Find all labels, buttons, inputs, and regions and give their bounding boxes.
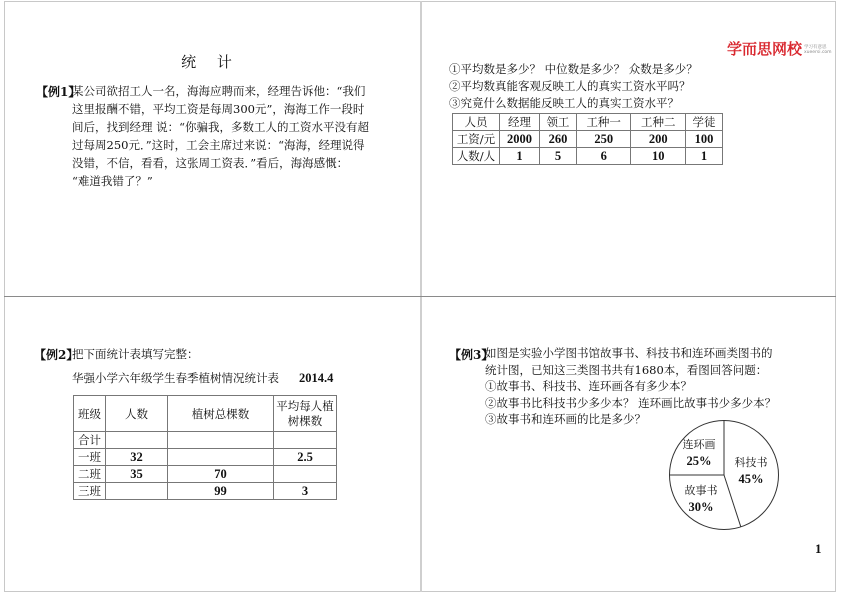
tree-planting-table [73, 395, 337, 500]
table-cell[interactable] [106, 483, 168, 500]
pie-label-percent [726, 471, 776, 487]
table-cell: 35 [106, 466, 168, 483]
example-3-label: 【例3】 [449, 348, 494, 362]
pie-label-percent [675, 453, 723, 469]
table-cell: 工资/元 [453, 131, 500, 148]
brand-logo [727, 38, 832, 59]
logo-text: 学而思网校 [727, 40, 803, 58]
text-line: 某公司欲招工人一名，海海应聘而来，经理告诉他：“我们 [72, 84, 366, 98]
table-row [453, 131, 723, 148]
table-header-cell: 人数 [106, 396, 168, 432]
header-line: 树棵数 [287, 413, 323, 428]
pie-label-name: 故事书 [684, 484, 718, 497]
text-line: 这里报酬不错，平均工资是每周300元”，海海工作一段时 [72, 102, 365, 116]
table-cell: 3 [274, 483, 337, 500]
table-cell: 200 [631, 131, 686, 148]
table-cell: 250 [576, 131, 631, 148]
table-header-cell [274, 396, 337, 432]
table-header-cell: 植树总棵数 [168, 396, 274, 432]
table-cell: 三班 [74, 483, 106, 500]
slide-divider-horizontal [4, 296, 836, 297]
table-caption: 华强小学六年级学生春季植树情况统计表 [72, 371, 279, 385]
pie-unit: % [699, 454, 712, 468]
table-cell[interactable] [168, 432, 274, 449]
logo-slogan: 学习有意思 [804, 44, 827, 50]
table-header-cell: 学徒 [686, 114, 723, 131]
pie-label-story [676, 483, 726, 515]
table-cell: 6 [576, 148, 631, 165]
table-cell: 人数/人 [453, 148, 500, 165]
table-cell: 一班 [74, 449, 106, 466]
table-date: 2014.4 [299, 371, 334, 385]
table-cell[interactable] [106, 432, 168, 449]
table-cell: 100 [686, 131, 723, 148]
text-line: ②故事书比科技书少多少本？ 连环画比故事书少多少本？ [485, 395, 777, 410]
logo-subtext [804, 45, 832, 55]
pie-value: 25 [686, 454, 699, 468]
pie-chart [668, 419, 780, 531]
page-title: 统 计 [181, 53, 240, 71]
example-1-label: 【例1】 [36, 85, 81, 99]
table-row [74, 432, 337, 449]
example-2-label: 【例2】 [34, 348, 79, 362]
table-cell: 10 [631, 148, 686, 165]
table-cell: 1 [686, 148, 723, 165]
example-1-text [72, 82, 369, 190]
example-3-text [485, 345, 776, 428]
table-header-cell: 班级 [74, 396, 106, 432]
question-item: ①平均数是多少？ 中位数是多少？ 众数是多少？ [449, 62, 698, 76]
question-item: ③究竟什么数据能反映工人的真实工资水平？ [449, 96, 679, 110]
text-line: “难道我错了？” [72, 174, 153, 188]
pie-label-name: 连环画 [682, 438, 716, 451]
table-cell: 5 [539, 148, 576, 165]
text-line: ①故事书、科技书、连环画各有多少本？ [485, 379, 692, 393]
pie-unit: % [751, 472, 764, 486]
table-cell[interactable] [168, 449, 274, 466]
logo-url: xueersi.com [804, 49, 832, 55]
page-number: 1 [815, 541, 822, 556]
text-line: ③故事书和连环画的比是多少？ [485, 412, 646, 426]
table-cell[interactable] [274, 466, 337, 483]
questions-list [449, 61, 698, 112]
table-header-row [453, 114, 723, 131]
pie-label-comic [675, 437, 723, 469]
pie-value: 45 [738, 472, 751, 486]
table-row [453, 148, 723, 165]
table-cell: 1 [500, 148, 540, 165]
text-line: 没错，不信，看看，这张周工资表．”看后，海海感慨： [72, 156, 349, 170]
pie-label-percent [676, 499, 726, 515]
wage-table [452, 113, 723, 165]
text-line: 间后，找到经理 说：“你骗我，多数工人的工资水平没有超 [72, 120, 370, 134]
table-cell: 合计 [74, 432, 106, 449]
table-cell: 99 [168, 483, 274, 500]
table-header-cell: 工种二 [631, 114, 686, 131]
text-line: 过每周250元．”这时，工会主席过来说：“海海，经理说得 [72, 138, 365, 152]
table-cell: 70 [168, 466, 274, 483]
pie-value: 30 [688, 500, 701, 514]
pie-label-science [726, 455, 776, 487]
table-header-cell: 工种一 [576, 114, 631, 131]
table-cell: 二班 [74, 466, 106, 483]
question-item: ②平均数真能客观反映工人的真实工资水平吗？ [449, 79, 691, 93]
table-cell: 260 [539, 131, 576, 148]
table-header-cell: 经理 [500, 114, 540, 131]
table-cell: 2.5 [274, 449, 337, 466]
header-line: 平均每人植 [276, 398, 334, 413]
table-row [74, 483, 337, 500]
text-line: 如图是实验小学图书馆故事书、科技书和连环画类图书的 [485, 346, 773, 360]
table-cell: 2000 [500, 131, 540, 148]
table-cell[interactable] [274, 432, 337, 449]
pie-label-name: 科技书 [734, 456, 768, 469]
example-2-instruction: 把下面统计表填写完整： [72, 347, 199, 361]
table-header-cell: 人员 [453, 114, 500, 131]
table-header-row [74, 396, 337, 432]
text-line: 统计图，已知这三类图书共有1680本，看图回答问题： [485, 362, 768, 377]
table-header-cell: 领工 [539, 114, 576, 131]
table-cell: 32 [106, 449, 168, 466]
table-row [74, 466, 337, 483]
pie-unit: % [701, 500, 714, 514]
table-row [74, 449, 337, 466]
